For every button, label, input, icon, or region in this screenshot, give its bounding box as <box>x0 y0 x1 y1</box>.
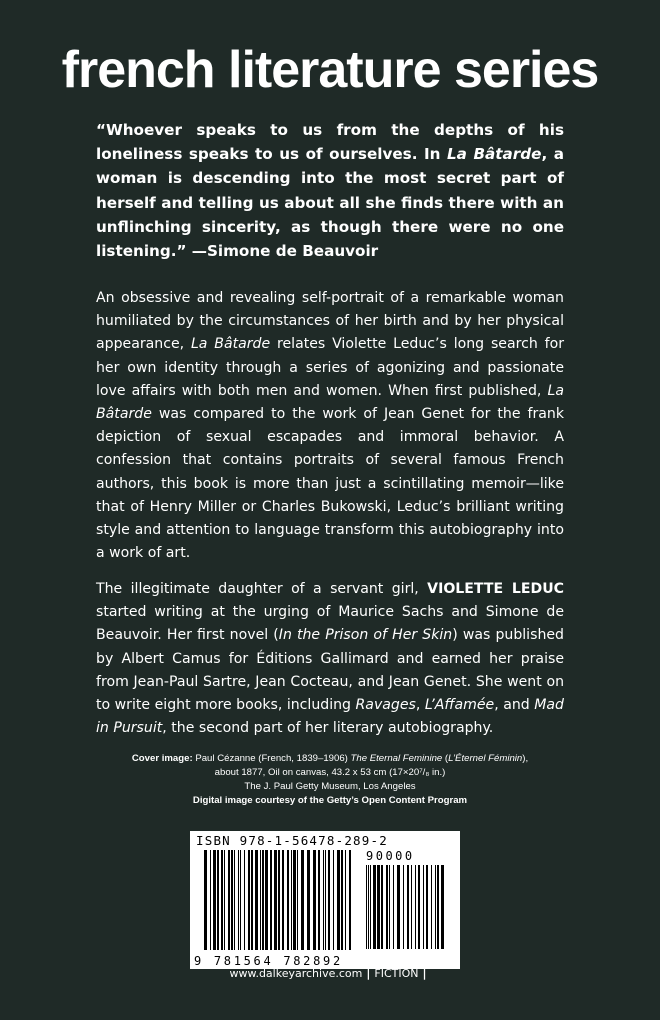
barcode-bar <box>270 850 272 950</box>
barcode-bar <box>240 850 241 950</box>
barcode-bar <box>307 850 310 950</box>
barcode-bar <box>333 850 334 950</box>
publisher-website[interactable]: www.dalkeyarchive.com <box>229 967 363 980</box>
footer <box>0 967 660 980</box>
barcode-bar <box>278 850 280 950</box>
paren-open: ( <box>442 753 449 764</box>
credit-artist: Paul Cézanne (French, 1839–1906) <box>192 753 351 764</box>
barcode-bar <box>337 850 340 950</box>
barcode-bar <box>407 865 409 949</box>
barcode-bar <box>291 850 292 950</box>
artwork-title: The Eternal Feminine <box>350 753 443 764</box>
book-title: L’Affamée <box>424 697 495 714</box>
barcode-bar <box>228 850 230 950</box>
barcode-bar <box>325 850 326 950</box>
barcode-bar <box>221 850 223 950</box>
barcode-bar <box>423 865 424 949</box>
barcode-bar <box>366 865 367 949</box>
barcode-bar <box>274 850 277 950</box>
footer-separator: | <box>422 967 427 980</box>
barcode-bar <box>234 850 235 950</box>
barcode-bar <box>397 865 400 949</box>
bio-text: ) was published by Albert Camus for Éditions Gallimard and earned her praise from Jean-Paul Sartre, Jean Cocteau, and Jean Genet. She went on to write eight more books, including <box>96 627 564 714</box>
barcode-bar <box>349 850 351 950</box>
barcode-bar <box>255 850 258 950</box>
barcode-bar <box>224 850 225 950</box>
author-bio <box>96 578 564 740</box>
credit-label: Cover image: <box>131 753 193 764</box>
barcode-bar <box>204 850 207 950</box>
barcode-bar <box>368 865 369 949</box>
barcode-bar <box>431 865 432 949</box>
description-text: An obsessive and revealing self-portrait of a remarkable woman humiliated by the circumstances of her birth and by her physical appearance, <box>96 290 564 353</box>
credit-details: about 1877, Oil on canvas, 43.2 x 53 cm (17×20⁷/₈ in.) <box>214 767 446 778</box>
credit-museum: The J. Paul Getty Museum, Los Angeles <box>244 781 416 792</box>
barcode-bar <box>441 865 444 949</box>
price-addon-number: 90000 <box>366 849 415 863</box>
cover-image-credits <box>100 752 560 808</box>
beauvoir-quote <box>96 118 564 263</box>
barcode-bar <box>313 850 316 950</box>
book-title: Mad in Pursuit <box>96 697 564 737</box>
quote-text-2: , a woman is descending into the most secret part of herself and telling us about all she finds there with an unflinching sincerity, as though there were no one listening.” —Simone de Beauvoir <box>96 145 564 261</box>
description-book-title: La Bâtarde <box>190 336 271 353</box>
barcode-bar <box>262 850 264 950</box>
bio-text: , and <box>494 697 535 714</box>
bio-text: , the second part of her literary autobiography. <box>162 720 494 737</box>
barcode-bar <box>426 865 428 949</box>
barcode-bar <box>328 850 330 950</box>
barcode-bar <box>415 865 416 949</box>
barcode-bar <box>411 865 412 949</box>
barcode-bar <box>251 850 253 950</box>
bio-text: , <box>415 697 425 714</box>
barcode-bar <box>213 850 216 950</box>
isbn-barcode <box>190 831 460 969</box>
book-description <box>96 287 564 565</box>
barcode-bar <box>323 850 324 950</box>
barcode-bar <box>418 865 420 949</box>
barcode-bar <box>373 865 376 949</box>
isbn-text: ISBN 978-1-56478-289-2 <box>196 833 388 848</box>
barcode-bar <box>210 850 211 950</box>
ean-barcode-bars <box>204 850 354 950</box>
author-name: VIOLETTE LEDUC <box>427 581 565 597</box>
barcode-bar <box>377 865 380 949</box>
barcode-bar <box>386 865 388 949</box>
barcode-bar <box>293 850 296 950</box>
novel-title: In the Prison of Her Skin <box>278 627 453 644</box>
credit-line-1 <box>100 752 560 766</box>
barcode-bar <box>345 850 346 950</box>
bio-text: started writing at the urging of Maurice Sachs and Simone de Beauvoir. Her first novel ( <box>96 604 564 644</box>
barcode-bar <box>265 850 268 950</box>
barcode-bar <box>282 850 284 950</box>
addon-barcode-bars <box>366 865 446 949</box>
quote-text-1: “Whoever speaks to us from the depths of his loneliness speaks to us of ourselves. In <box>96 121 564 164</box>
barcode-bar <box>393 865 394 949</box>
barcode-bar <box>238 850 239 950</box>
paren-close: ), <box>522 753 529 764</box>
footer-separator: | <box>366 967 371 980</box>
quote-book-title: La Bâtarde <box>447 145 542 164</box>
barcode-bar <box>297 850 298 950</box>
ean-number: 9 781564 782892 <box>194 954 343 968</box>
description-text: relates Violette Leduc’s long search for her own identity through a series of agonizing and passionate love affairs with both men and women. When first published, <box>96 336 564 399</box>
barcode-bar <box>231 850 233 950</box>
barcode-bar <box>403 865 404 949</box>
barcode-bar <box>341 850 343 950</box>
bio-text: The illegitimate daughter of a servant girl, <box>96 581 428 597</box>
credit-courtesy: Digital image courtesy of the Getty’s Open Content Program <box>192 795 468 806</box>
artwork-title-fr: L’Éternel Féminin <box>448 753 523 764</box>
barcode-bar <box>381 865 383 949</box>
barcode-bar <box>389 865 390 949</box>
barcode-bar <box>260 850 261 950</box>
series-title: french literature series <box>61 41 599 99</box>
barcode-bar <box>244 850 245 950</box>
book-title: Ravages <box>355 697 416 714</box>
barcode-bar <box>248 850 250 950</box>
barcode-bar <box>301 850 304 950</box>
barcode-bar <box>318 850 320 950</box>
barcode-bar <box>217 850 219 950</box>
barcode-bar <box>370 865 371 949</box>
description-book-title: La Bâtarde <box>96 382 564 423</box>
description-text: was compared to the work of Jean Genet for the frank depiction of sexual escapades and immoral behavior. A confession that contains portraits of several famous French authors, this book is more than just a scintillating memoir—like that of Henry Miller or Charles Bukowski, Leduc’s brilliant writing style and attention to language transform this autobiography into a work of art. <box>96 406 564 562</box>
barcode-bar <box>437 865 439 949</box>
category-label: FICTION <box>374 967 419 980</box>
barcode-bar <box>287 850 289 950</box>
barcode-bar <box>435 865 436 949</box>
